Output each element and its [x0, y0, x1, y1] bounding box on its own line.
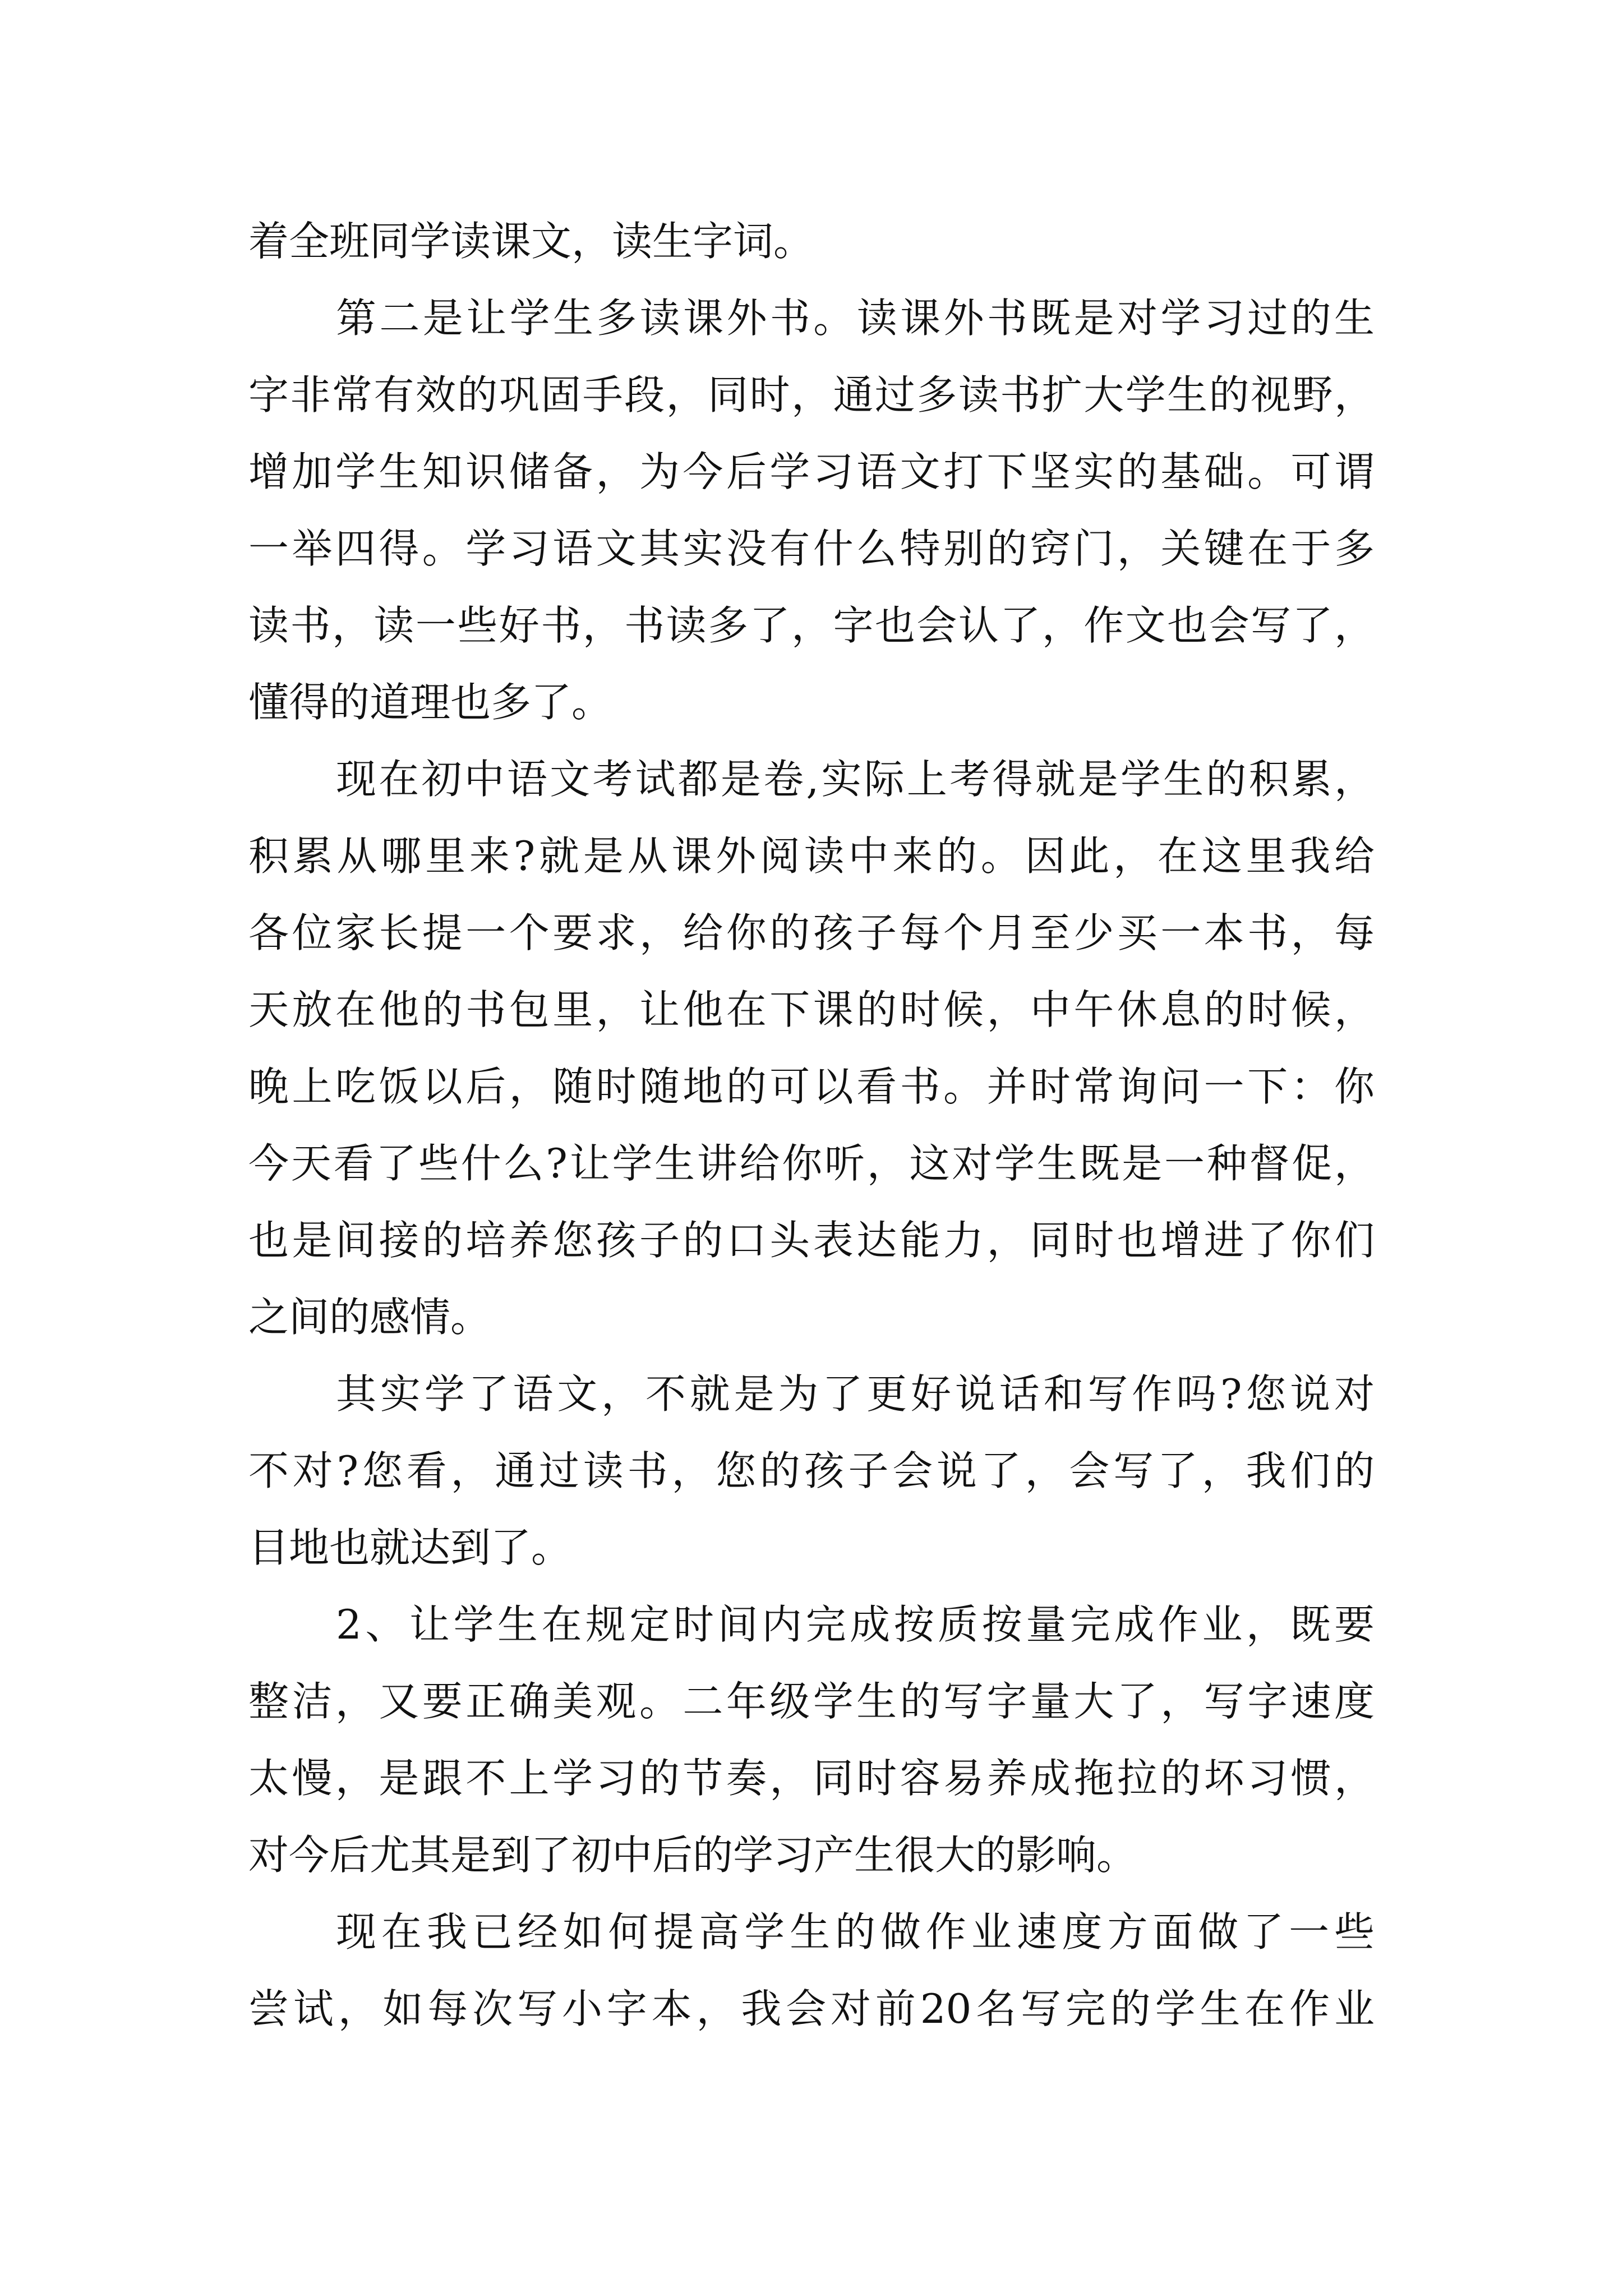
- text-line: 读书，读一些好书，书读多了，字也会认了，作文也会写了，: [248, 602, 1375, 649]
- paragraph: [248, 741, 1375, 1356]
- text-line: 2、让学生在规定时间内完成按质按量完成作业，既要: [336, 1601, 1375, 1648]
- text-line: 增加学生知识储备，为今后学习语文打下坚实的基础。可谓: [248, 448, 1375, 495]
- document-body: [248, 203, 1375, 2047]
- paragraph: [248, 203, 1375, 280]
- text-line: 字非常有效的巩固手段，同时，通过多读书扩大学生的视野，: [248, 371, 1375, 418]
- paragraph: [248, 1356, 1375, 1586]
- text-line: 现在我已经如何提高学生的做作业速度方面做了一些: [336, 1908, 1375, 1955]
- text-line: 目地也就达到了。: [248, 1524, 572, 1571]
- text-line: 一举四得。学习语文其实没有什么特别的窍门，关键在于多: [248, 525, 1375, 572]
- text-line: 着全班同学读课文，读生字词。: [248, 218, 814, 265]
- paragraph: [248, 280, 1375, 741]
- text-line: 也是间接的培养您孩子的口头表达能力，同时也增进了你们: [248, 1217, 1375, 1264]
- text-line: 尝试，如每次写小字本，我会对前20名写完的学生在作业: [248, 1985, 1375, 2032]
- text-line: 各位家长提一个要求，给你的孩子每个月至少买一本书，每: [248, 909, 1375, 956]
- text-line: 其实学了语文，不就是为了更好说话和写作吗?您说对: [336, 1370, 1375, 1418]
- paragraph: [248, 1586, 1375, 1894]
- text-line: 懂得的道理也多了。: [248, 679, 612, 726]
- text-line: 整洁，又要正确美观。二年级学生的写字量大了，写字速度: [248, 1678, 1375, 1725]
- text-line: 现在初中语文考试都是卷,实际上考得就是学生的积累，: [336, 756, 1375, 803]
- text-line: 第二是让学生多读课外书。读课外书既是对学习过的生: [336, 295, 1375, 342]
- text-line: 太慢，是跟不上学习的节奏，同时容易养成拖拉的坏习惯，: [248, 1755, 1375, 1802]
- paragraph: [248, 1894, 1375, 2047]
- text-line: 不对?您看，通过读书，您的孩子会说了，会写了，我们的: [248, 1447, 1375, 1494]
- text-line: 晚上吃饭以后，随时随地的可以看书。并时常询问一下：你: [248, 1063, 1375, 1110]
- text-line: 天放在他的书包里，让他在下课的时候，中午休息的时候，: [248, 986, 1375, 1033]
- text-line: 积累从哪里来?就是从课外阅读中来的。因此，在这里我给: [248, 832, 1375, 880]
- text-line: 今天看了些什么?让学生讲给你听，这对学生既是一种督促，: [248, 1140, 1375, 1187]
- text-line: 对今后尤其是到了初中后的学习产生很大的影响。: [248, 1832, 1137, 1879]
- text-line: 之间的感情。: [248, 1294, 491, 1341]
